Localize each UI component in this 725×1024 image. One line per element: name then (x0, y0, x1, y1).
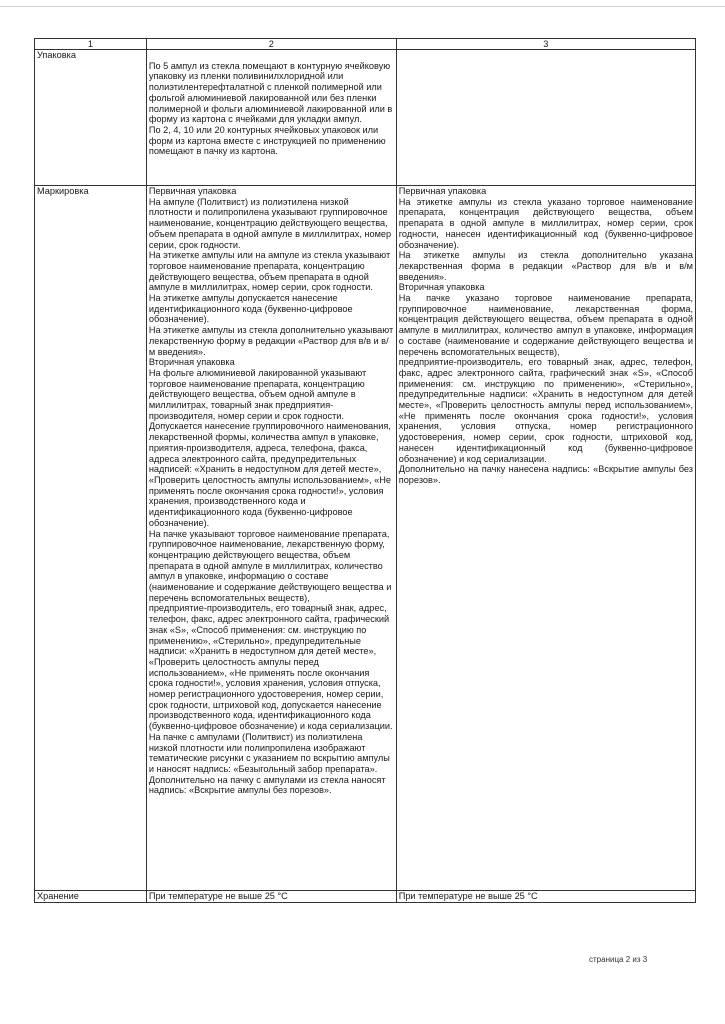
table-header-row (35, 39, 696, 50)
storage-text-col2: При температуре не выше 25 °C (146, 891, 396, 903)
column-header-2: 2 (146, 39, 396, 50)
row-label: Упаковка (35, 50, 147, 186)
row-label: Хранение (35, 891, 147, 903)
table-row-marking (35, 186, 696, 891)
comparison-table (34, 38, 696, 903)
storage-text-col3: При температуре не выше 25 °C (396, 891, 695, 903)
table-row-storage (35, 891, 696, 903)
scan-top-edge (0, 6, 725, 7)
packaging-text-col2: По 5 ампул из стекла помещают в контурную ячейковую упаковку из пленки поливинилхлоридной или полиэтилентерефталатной с пленкой полимерной или фольгой алюминиевой лакированной или без пленки полимерной и фольги алюминиевой лакированной или в форму из картона с ячейками для укладки ампул. По 2, 4, 10 или 20 контурных ячейковых упаковок или форм из картона вместе с инструкцией по применению помещают в пачку из картона. (146, 50, 396, 186)
page-number: страница 2 из 3 (589, 955, 648, 964)
row-label: Маркировка (35, 186, 147, 891)
column-header-1: 1 (35, 39, 147, 50)
column-header-3: 3 (396, 39, 695, 50)
marking-text-col2: Первичная упаковка На ампуле (Политвист) из полиэтилена низкой плотности и полипропилена указывают группировочное наименование, концентрацию действующего вещества, объем препарата в одной ампуле в миллилитрах, номер серии, срок годности. На этикетке ампулы или на ампуле из стекла указывают торговое наименование препарата, концентрацию действующего вещества, объем препарата в одной ампуле в миллилитрах, номер серии, срок годности. На этикетке ампулы допускается нанесение идентификационного кода (буквенно-цифровое обозначение). На этикетке ампулы из стекла дополнительно указывают лекарственную форму в редакции «Раствор для в/в и в/м введения». Вторичная упаковка На фольге алюминиевой лакированной указывают торговое наименование препарата, концентрацию действующего вещества, объем одной ампуле в миллилитрах, товарный знак предприятия-производителя, номер серии и срок годности. Допускается нанесение группировочного наименования, лекарственной формы, количества ампул в упаковке, приятия-производителя, адреса, телефона, факса, адреса электронного сайта, предупредительных надписей: «Хранить в недоступном для детей месте», «Проверить целостность ампулы использованием», «Не применять после окончания срока годности!», условия хранения, производственного кода и идентификационного кода (буквенно-цифровое обозначение). На пачке указывают торговое наименование препарата, группировочное наименование, лекарственную форму, концентрацию действующего вещества, объем препарата в одной ампуле в миллилитрах, количество ампул в упаковке, информацию о составе (наименование и содержание действующего вещества и перечень вспомогательных веществ), предприятие-производитель, его товарный знак, адрес, телефон, факс, адрес электронного сайта, графический знак «S», «Способ применения: см. инструкцию по применению», «Стерильно», предупредительные надписи: «Хранить в недоступном для детей месте», «Проверить целостность ампулы перед использованием», «Не применять после окончания срока годности!», условия хранения, условия отпуска, номер регистрационного удостоверения, номер серии, срок годности, штриховой код, допускается нанесение производственного кода, идентификационного кода (буквенно-цифровое обозначение) и кода сериализации. На пачке с ампулами (Политвист) из полиэтилена низкой плотности или полипропилена изображают тематические рисунки с указанием по вскрытию ампулы и наносят надпись: «Безыгольный забор препарата». Дополнительно на пачку с ампулами из стекла наносят надпись: «Вскрытие ампулы без порезов». (146, 186, 396, 891)
packaging-text-col3 (396, 50, 695, 186)
marking-text-col3: Первичная упаковка На этикетке ампулы из стекла указано торговое наименование препарата, концентрация действующего вещества, объем препарата в одной ампуле в миллилитрах, номер серии, срок годности, нанесен идентификационный код (буквенно-цифровое обозначение). На этикетке ампулы из стекла дополнительно указана лекарственная форма в редакции «Раствор для в/в и в/м введения». Вторичная упаковка На пачке указано торговое наименование препарата, группировочное наименование, лекарственная форма, концентрация действующего вещества, объем препарата в одной ампуле в миллилитрах, количество ампул в упаковке, информация о составе (наименование и содержание действующего вещества и перечень вспомогательных веществ), предприятие-производитель, его товарный знак, адрес, телефон, факс, адрес электронного сайта, графический знак «S», «Способ применения: см. инструкцию по применению», «Стерильно», предупредительные надписи: «Хранить в недоступном для детей месте», «Проверить целостность ампулы перед использованием», «Не применять после окончания срока годности!», условия хранения, условия отпуска, номер регистрационного удостоверения, номер серии, срок годности, штриховой код, нанесен идентификационный код (буквенно-цифровое обозначение) и код сериализации. Дополнительно на пачку нанесена надпись: «Вскрытие ампулы без порезов». (396, 186, 695, 891)
table-row-packaging (35, 50, 696, 186)
